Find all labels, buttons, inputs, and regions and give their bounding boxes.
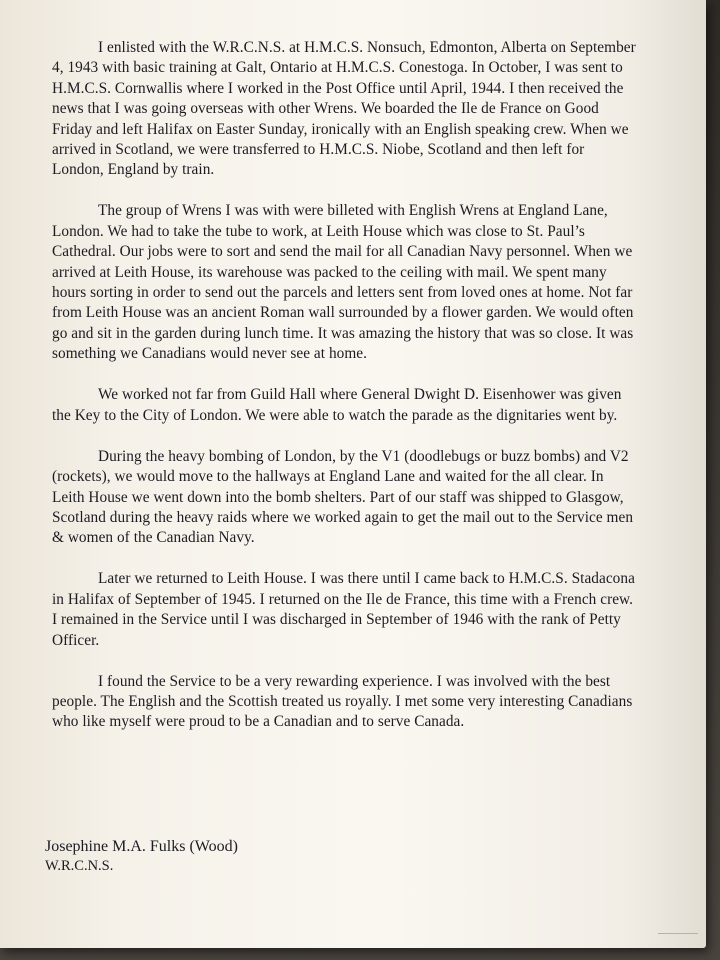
paragraph-guild-hall: We worked not far from Guild Hall where General Dwight D. Eisenhower was given the Key to the City of London. We were able to watch the parade as the dignitaries went by. [52, 386, 622, 424]
paragraph-enlistment: I enlisted with the W.R.C.N.S. at H.M.C.S. Nonsuch, Edmonton, Alberta on September 4, 1943 with basic training at Galt, Ontario at H.M.C.S. Conestoga. In October, I was sent to H.M.C.S. Cornwallis where I worked in the Post Office until April, 1944. I then received the news that I was going overseas with other Wrens. We boarded the Ile de France on Good Friday and left Halifax on Easter Sunday, ironically with an English speaking crew. When we arrived in Scotland, we were transferred to H.M.C.S. Niobe, Scotland and then left for London, England by train. [52, 39, 636, 179]
paragraph-bombing: During the heavy bombing of London, by the V1 (doodlebugs or buzz bombs) and V2 (rockets), we would move to the hallways at England Lane and waited for the all clear. In Leith House we went down into the bomb shelters. Part of our staff was shipped to Glasgow, Scotland during the heavy raids where we worked again to get the mail out to the Service men & women of the Canadian Navy. [52, 447, 634, 547]
signature-name: Josephine M.A. Fulks (Wood) [45, 838, 238, 855]
letter-body [52, 38, 637, 753]
signature-organization: W.R.C.N.S. [45, 858, 114, 874]
paragraph-leith-house: The group of Wrens I was with were billeted with English Wrens at England Lane, London. We had to take the tube to work, at Leith House which was close to St. Paul’s Cathedral. Our jobs were to sort and send the mail for all Canadian Navy personnel. When we arrived at Leith House, its warehouse was packed to the ceiling with mail. We spent many hours sorting in order to send out the parcels and letters sent from loved ones at home. Not far from Leith House was an ancient Roman wall surrounded by a flower garden. We would often go and sit in the garden during lunch time. It was amazing the history that was so close. It was something we Canadians would never see at home. [52, 202, 634, 363]
signature-block [45, 837, 238, 876]
paragraph-return: Later we returned to Leith House. I was there until I came back to H.M.C.S. Stadacona in Halifax of September of 1945. I returned on the Ile de France, this time with a French crew. I remained in the Service until I was discharged in September of 1946 with the rank of Petty Officer. [52, 570, 635, 649]
paragraph-conclusion: I found the Service to be a very rewarding experience. I was involved with the best people. The English and the Scottish treated us royally. I met some very interesting Canadians who like myself were proud to be a Canadian and to serve Canada. [52, 672, 633, 731]
